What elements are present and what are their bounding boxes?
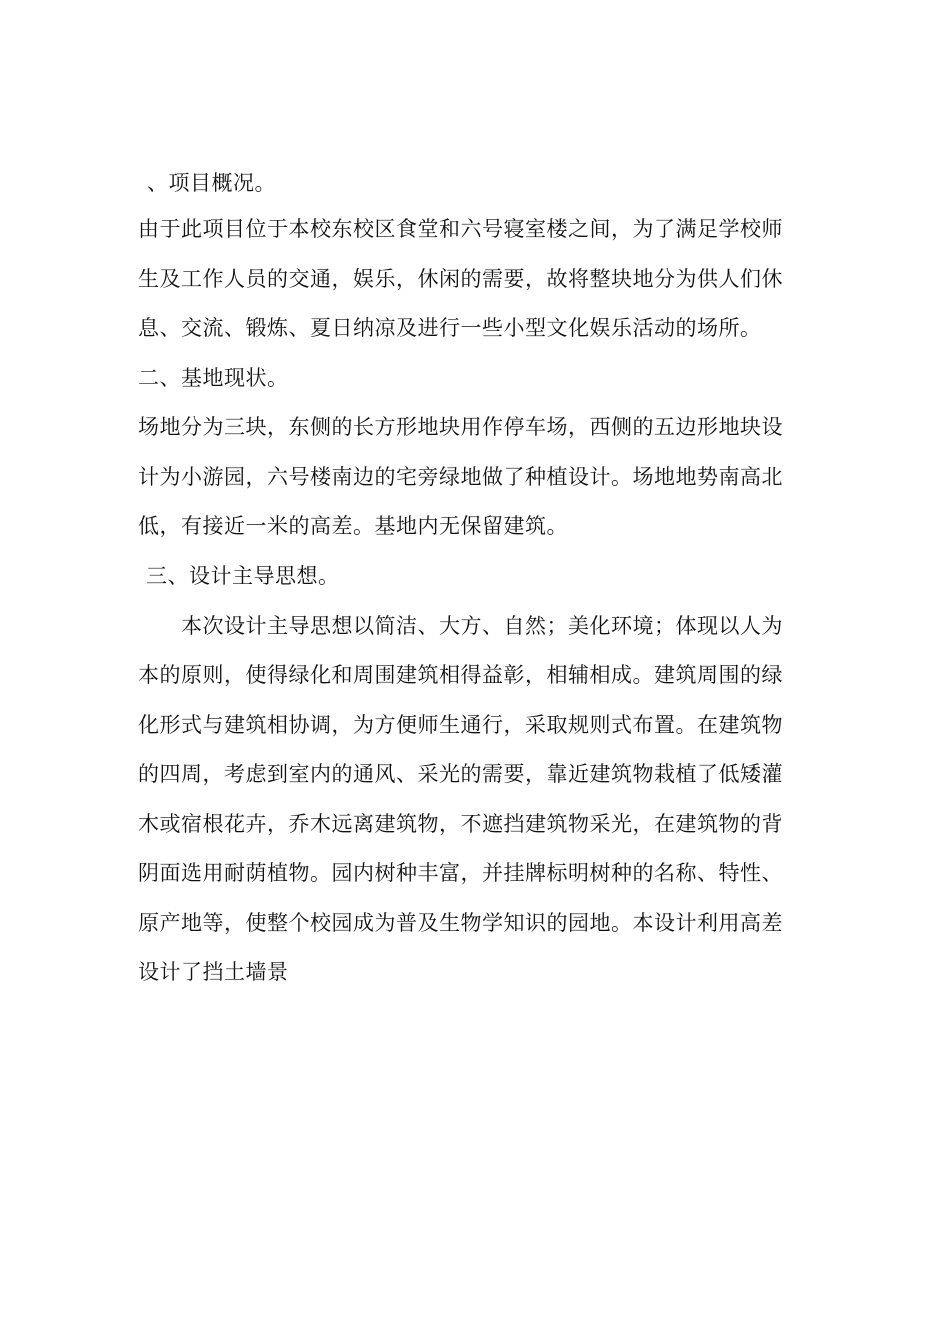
section-heading-project-overview: 、项目概况。	[147, 171, 276, 195]
paragraph-line: 息、交流、锻炼、夏日纳凉及进行一些小型文化娱乐活动的场所。	[138, 316, 762, 340]
paragraph-line: 阴面选用耐荫植物。园内树种丰富，并挂牌标明树种的名称、特性、	[138, 861, 783, 885]
paragraph-line: 本次设计主导思想以简洁、大方、自然；美化环境；体现以人为	[138, 614, 783, 638]
paragraph-line: 设计了挡土墙景	[138, 960, 289, 984]
paragraph-line: 低，有接近一米的高差。基地内无保留建筑。	[138, 514, 568, 538]
paragraph-line: 原产地等，使整个校园成为普及生物学知识的园地。本设计利用高差	[138, 911, 783, 935]
paragraph-line: 木或宿根花卉，乔木远离建筑物，不遮挡建筑物采光，在建筑物的背	[138, 812, 783, 836]
section-heading-design-concept: 三、设计主导思想。	[146, 564, 340, 588]
section-heading-site-status: 二、基地现状。	[138, 366, 289, 390]
paragraph-line: 由于此项目位于本校东校区食堂和六号寝室楼之间，为了满足学校师	[138, 217, 783, 241]
paragraph-line: 的四周，考虑到室内的通风、采光的需要，靠近建筑物栽植了低矮灌	[138, 762, 783, 786]
paragraph-line: 计为小游园，六号楼南边的宅旁绿地做了种植设计。场地地势南高北	[138, 465, 783, 489]
paragraph-line: 生及工作人员的交通，娱乐，休闲的需要，故将整块地分为供人们休	[138, 267, 783, 291]
paragraph-line: 场地分为三块，东侧的长方形地块用作停车场，西侧的五边形地块设	[138, 415, 783, 439]
paragraph-line: 化形式与建筑相协调，为方便师生通行，采取规则式布置。在建筑物	[138, 713, 783, 737]
paragraph-line: 本的原则，使得绿化和周围建筑相得益彰，相辅相成。建筑周围的绿	[138, 663, 783, 687]
